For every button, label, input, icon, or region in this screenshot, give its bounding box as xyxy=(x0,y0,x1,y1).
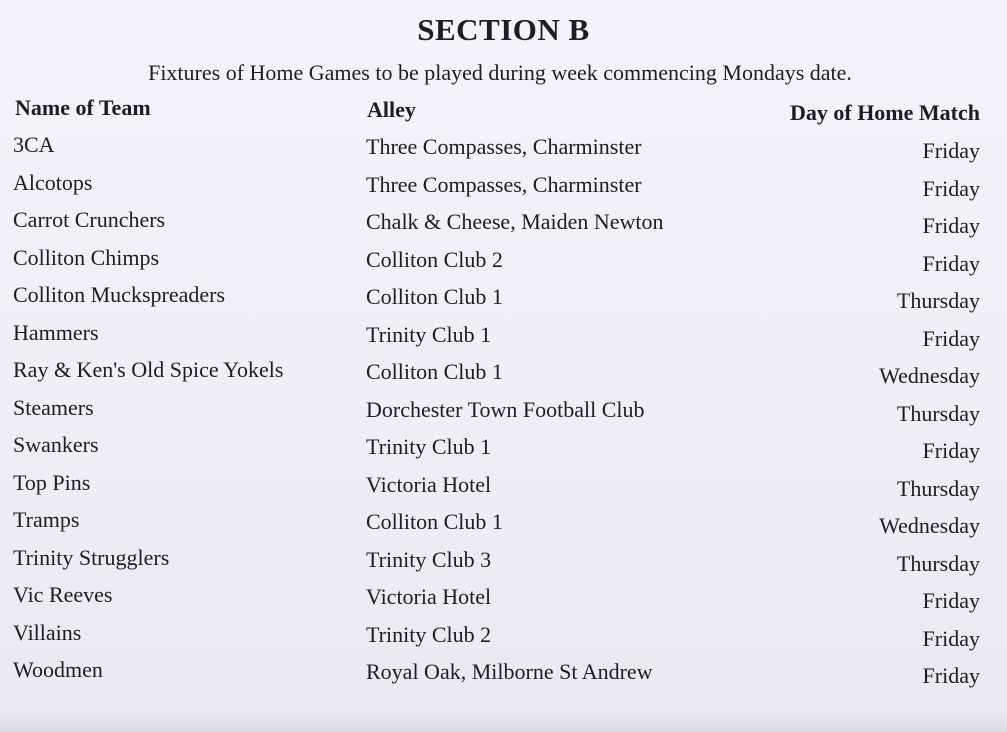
alley-name: Colliton Club 1 xyxy=(366,284,503,309)
home-match-day: Friday xyxy=(922,588,980,613)
table-row xyxy=(0,128,1007,166)
table-row xyxy=(0,616,1007,654)
team-name: Alcotops xyxy=(13,169,93,195)
team-name: Hammers xyxy=(13,319,99,345)
alley-name: Colliton Club 1 xyxy=(366,509,503,534)
alley-name: Three Compasses, Charminster xyxy=(366,134,642,159)
team-name: Trinity Strugglers xyxy=(13,544,170,570)
team-name: Colliton Chimps xyxy=(13,244,160,270)
home-match-day: Friday xyxy=(922,663,980,688)
home-match-day: Friday xyxy=(922,213,980,238)
column-header-team: Name of Team xyxy=(15,95,151,120)
team-name: 3CA xyxy=(13,132,55,157)
table-row xyxy=(0,353,1007,391)
home-match-day: Friday xyxy=(922,438,980,463)
home-match-day: Thursday xyxy=(896,475,980,501)
section-title: SECTION B xyxy=(417,12,590,47)
home-match-day: Friday xyxy=(922,138,980,163)
team-name: Ray & Ken's Old Spice Yokels xyxy=(13,357,284,382)
home-match-day: Friday xyxy=(922,250,980,276)
table-row xyxy=(0,316,1007,354)
table-row xyxy=(0,278,1007,316)
home-match-day: Friday xyxy=(922,175,980,201)
alley-name: Colliton Club 2 xyxy=(366,246,503,272)
table-row xyxy=(0,541,1007,579)
fixtures-table xyxy=(0,128,1007,691)
home-match-day: Thursday xyxy=(896,400,980,426)
team-name: Tramps xyxy=(13,507,80,532)
team-name: Swankers xyxy=(13,432,99,457)
alley-name: Trinity Club 2 xyxy=(366,621,492,647)
table-row xyxy=(0,653,1007,691)
alley-name: Chalk & Cheese, Maiden Newton xyxy=(366,209,664,234)
team-name: Woodmen xyxy=(13,657,103,682)
team-name: Steamers xyxy=(13,394,94,420)
alley-name: Trinity Club 1 xyxy=(366,321,492,347)
alley-name: Victoria Hotel xyxy=(366,471,492,497)
alley-name: Colliton Club 1 xyxy=(366,359,503,384)
home-match-day: Wednesday xyxy=(879,363,980,388)
table-row xyxy=(0,241,1007,279)
team-name: Colliton Muckspreaders xyxy=(13,282,226,307)
alley-name: Victoria Hotel xyxy=(366,584,492,609)
table-row xyxy=(0,166,1007,204)
team-name: Vic Reeves xyxy=(13,582,113,607)
table-row xyxy=(0,466,1007,504)
home-match-day: Wednesday xyxy=(879,513,980,538)
page-bottom-edge xyxy=(0,710,1007,732)
table-row xyxy=(0,503,1007,541)
table-row xyxy=(0,203,1007,241)
team-name: Carrot Crunchers xyxy=(13,207,166,232)
team-name: Top Pins xyxy=(13,469,91,495)
alley-name: Dorchester Town Football Club xyxy=(366,396,645,422)
alley-name: Trinity Club 3 xyxy=(366,546,492,572)
column-header-day: Day of Home Match xyxy=(789,100,980,125)
table-row xyxy=(0,578,1007,616)
table-row xyxy=(0,428,1007,466)
fixtures-subtitle: Fixtures of Home Games to be played during week commencing Mondays date. xyxy=(148,60,852,85)
alley-name: Three Compasses, Charminster xyxy=(366,171,642,197)
team-name: Villains xyxy=(13,619,82,645)
home-match-day: Friday xyxy=(922,325,980,351)
home-match-day: Friday xyxy=(922,625,980,651)
table-row xyxy=(0,391,1007,429)
home-match-day: Thursday xyxy=(896,550,980,576)
home-match-day: Thursday xyxy=(896,288,980,313)
column-header-alley: Alley xyxy=(367,97,416,122)
alley-name: Trinity Club 1 xyxy=(366,434,492,459)
alley-name: Royal Oak, Milborne St Andrew xyxy=(366,659,653,684)
